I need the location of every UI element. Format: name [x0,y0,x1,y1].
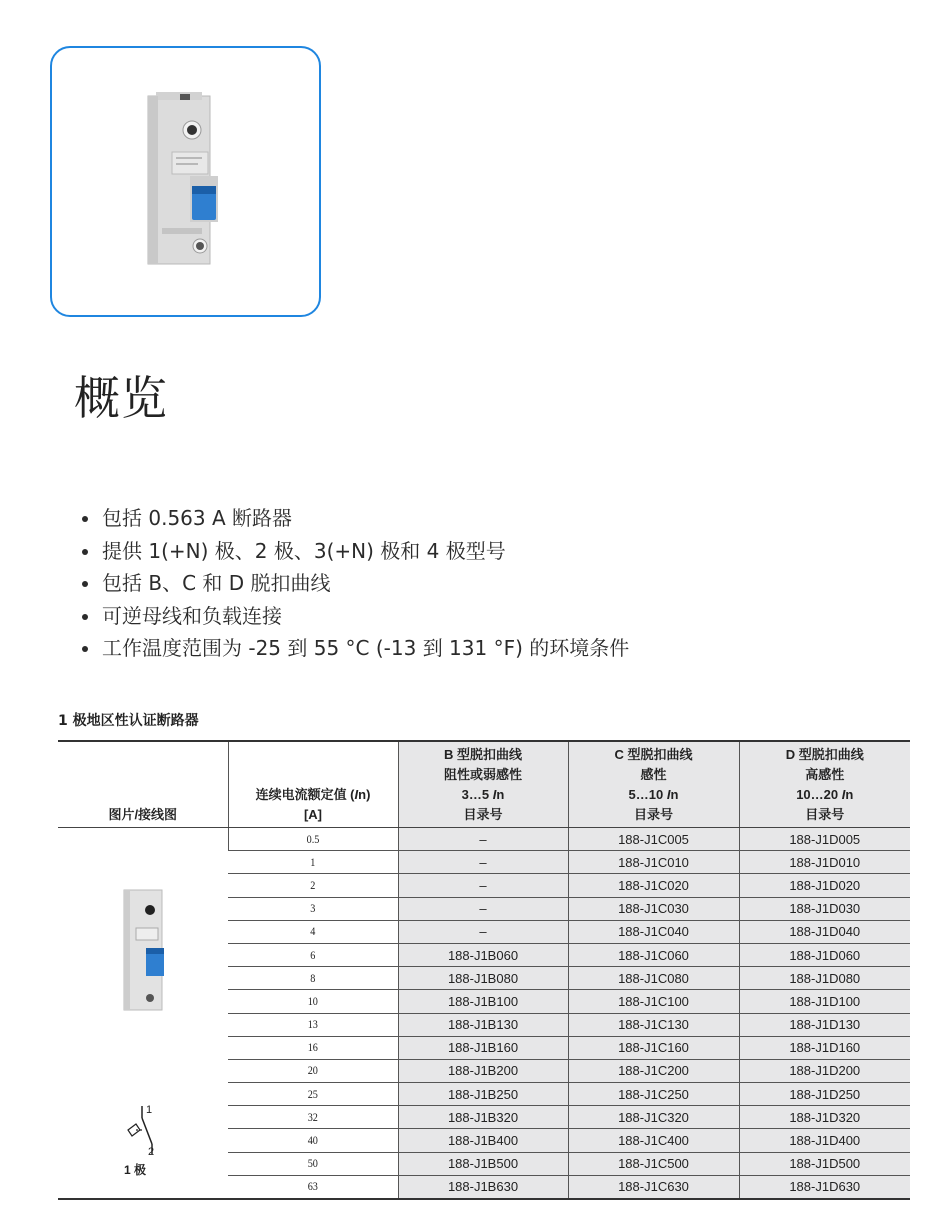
c-curve-catalog-cell: 188-J1C200 [568,1059,739,1082]
d-curve-catalog-cell: 188-J1D060 [739,943,910,966]
current-rating-cell: 1 [241,851,386,874]
d-curve-catalog-cell: 188-J1D100 [739,990,910,1013]
header-c-curve: C 型脱扣曲线 感性 5…10 In 目录号 [568,741,739,828]
c-curve-catalog-cell: 188-J1C005 [568,828,739,851]
b-curve-catalog-cell: 188-J1B200 [398,1059,568,1082]
current-rating-cell: 40 [241,1129,386,1152]
b-curve-catalog-cell: – [398,874,568,897]
d-curve-catalog-cell: 188-J1D080 [739,967,910,990]
b-curve-catalog-cell: – [398,920,568,943]
b-curve-catalog-cell: – [398,828,568,851]
table-caption: 1 极地区性认证断路器 [58,713,199,729]
current-rating-cell: 50 [241,1152,386,1175]
current-rating-cell: 20 [241,1059,386,1082]
c-curve-catalog-cell: 188-J1C130 [568,1013,739,1036]
c-curve-catalog-cell: 188-J1C060 [568,943,739,966]
d-curve-catalog-cell: 188-J1D005 [739,828,910,851]
c-curve-catalog-cell: 188-J1C040 [568,920,739,943]
current-rating-cell: 6 [241,943,386,966]
b-curve-catalog-cell: 188-J1B130 [398,1013,568,1036]
pole-label: 1 极 [124,1163,147,1177]
d-curve-catalog-cell: 188-J1D250 [739,1083,910,1106]
current-rating-cell: 0.5 [241,828,386,851]
d-curve-catalog-cell: 188-J1D160 [739,1036,910,1059]
c-curve-catalog-cell: 188-J1C320 [568,1106,739,1129]
image-diagram-cell [58,828,228,1200]
circuit-breaker-image [52,48,323,319]
header-b-curve: B 型脱扣曲线 阻性或弱感性 3…5 In 目录号 [398,741,568,828]
current-rating-cell: 16 [241,1036,386,1059]
b-curve-catalog-cell: – [398,851,568,874]
feature-list [80,502,629,665]
terminal-label-1: 1 [146,1104,153,1116]
table-body [58,828,910,1200]
b-curve-catalog-cell: 188-J1B630 [398,1175,568,1199]
d-curve-catalog-cell: 188-J1D200 [739,1059,910,1082]
header-current: 连续电流额定值 (In) [A] [228,741,398,828]
header-d-curve: D 型脱扣曲线 高感性 10…20 In 目录号 [739,741,910,828]
c-curve-catalog-cell: 188-J1C030 [568,897,739,920]
d-curve-catalog-cell: 188-J1D320 [739,1106,910,1129]
b-curve-catalog-cell: – [398,897,568,920]
feature-item: 提供 1(+N) 极、2 极、3(+N) 极和 4 极型号 [80,535,629,568]
b-curve-catalog-cell: 188-J1B320 [398,1106,568,1129]
breaker-spec-table [58,740,910,1200]
c-curve-catalog-cell: 188-J1C020 [568,874,739,897]
b-curve-catalog-cell: 188-J1B160 [398,1036,568,1059]
c-curve-catalog-cell: 188-J1C080 [568,967,739,990]
b-curve-catalog-cell: 188-J1B080 [398,967,568,990]
d-curve-catalog-cell: 188-J1D030 [739,897,910,920]
b-curve-catalog-cell: 188-J1B500 [398,1152,568,1175]
header-image-col: 图片/接线图 [58,741,228,828]
b-curve-catalog-cell: 188-J1B060 [398,943,568,966]
c-curve-catalog-cell: 188-J1C160 [568,1036,739,1059]
current-rating-cell: 8 [241,967,386,990]
current-rating-cell: 10 [241,990,386,1013]
terminal-label-2: 2 [148,1146,155,1158]
current-rating-cell: 13 [241,1013,386,1036]
table-row [58,828,910,851]
current-rating-cell: 32 [241,1106,386,1129]
feature-item: 可逆母线和负载连接 [80,600,629,633]
d-curve-catalog-cell: 188-J1D500 [739,1152,910,1175]
table-header-row [58,741,910,828]
current-rating-cell: 2 [241,874,386,897]
d-curve-catalog-cell: 188-J1D400 [739,1129,910,1152]
b-curve-catalog-cell: 188-J1B250 [398,1083,568,1106]
current-rating-cell: 25 [241,1083,386,1106]
c-curve-catalog-cell: 188-J1C500 [568,1152,739,1175]
current-rating-cell: 3 [241,897,386,920]
feature-item: 包括 B、C 和 D 脱扣曲线 [80,567,629,600]
d-curve-catalog-cell: 188-J1D010 [739,851,910,874]
current-rating-cell: 4 [241,920,386,943]
d-curve-catalog-cell: 188-J1D630 [739,1175,910,1199]
d-curve-catalog-cell: 188-J1D020 [739,874,910,897]
product-image-card [50,46,321,317]
d-curve-catalog-cell: 188-J1D130 [739,1013,910,1036]
c-curve-catalog-cell: 188-J1C400 [568,1129,739,1152]
b-curve-catalog-cell: 188-J1B400 [398,1129,568,1152]
d-curve-catalog-cell: 188-J1D040 [739,920,910,943]
b-curve-catalog-cell: 188-J1B100 [398,990,568,1013]
c-curve-catalog-cell: 188-J1C010 [568,851,739,874]
page-title: 概览 [74,371,168,425]
feature-item: 包括 0.563 A 断路器 [80,502,629,535]
c-curve-catalog-cell: 188-J1C250 [568,1083,739,1106]
c-curve-catalog-cell: 188-J1C630 [568,1175,739,1199]
current-rating-cell: 63 [241,1175,386,1199]
breaker-thumbnail-image [58,828,228,1198]
feature-item: 工作温度范围为 -25 到 55 °C (-13 到 131 °F) 的环境条件 [80,632,629,665]
c-curve-catalog-cell: 188-J1C100 [568,990,739,1013]
